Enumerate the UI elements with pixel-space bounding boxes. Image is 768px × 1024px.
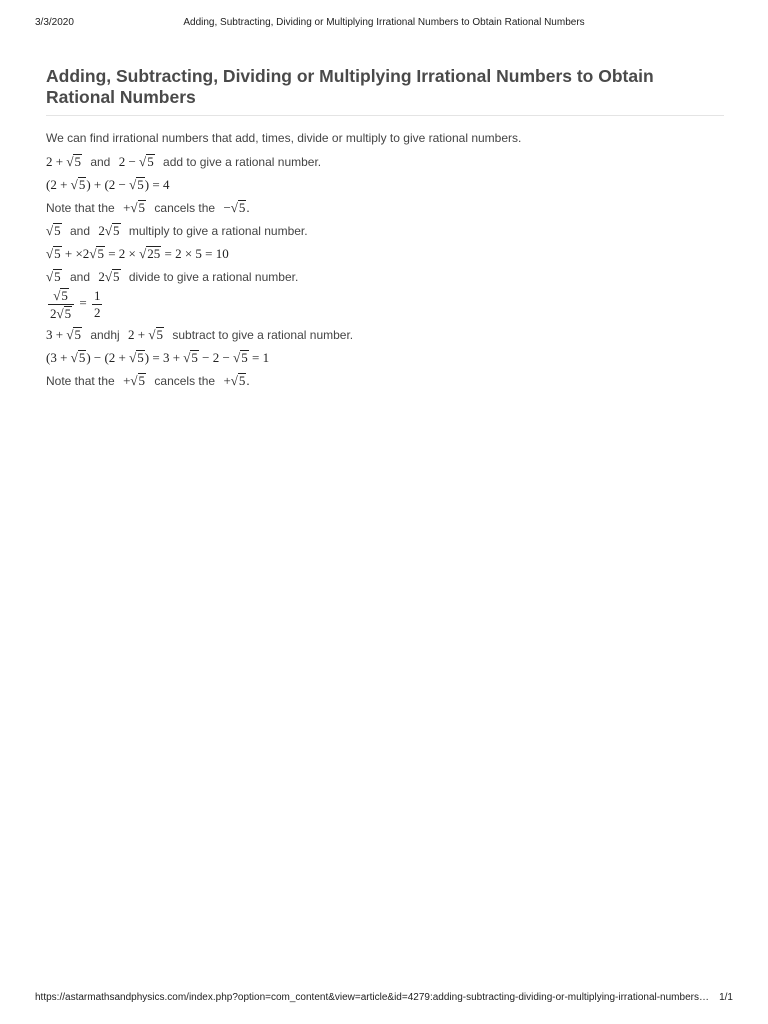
print-header — [35, 17, 733, 31]
line-multiply-equation — [46, 242, 724, 265]
expr-2-plus-root5: 2 + √5 — [46, 154, 81, 169]
word-and: and — [90, 155, 111, 169]
subtract-text: subtract to give a rational number. — [172, 328, 354, 342]
line-subtract-statement — [46, 323, 724, 346]
expr-2-plus-root5: 2 + √5 — [128, 327, 164, 342]
word-and: and — [69, 270, 91, 284]
equation-multiply: √5 + ×2√5 = 2 × √25 = 2 × 5 = 10 — [46, 246, 229, 261]
note-text: Note that the — [46, 374, 115, 388]
note-text: Note that the — [46, 201, 115, 215]
print-footer — [35, 992, 733, 1006]
expr-2-root5: 2√5 — [98, 223, 120, 238]
expr-3-plus-root5: 3 + √5 — [46, 327, 81, 342]
intro-line — [46, 127, 724, 150]
cancels-text: cancels the — [154, 201, 216, 215]
equation-add: (2 + √5) + (2 − √5) = 4 — [46, 177, 170, 192]
line-add-equation — [46, 173, 724, 196]
cancels-text: cancels the — [154, 374, 216, 388]
expr-plus-root5: +√5 — [123, 200, 146, 215]
line-note-2 — [46, 369, 724, 392]
expr-root5: √5 — [46, 223, 61, 238]
word-and: and — [69, 224, 91, 238]
expr-root5: √5 — [46, 269, 61, 284]
line-note-1 — [46, 196, 724, 219]
line-divide-statement — [46, 265, 724, 288]
line-multiply-statement — [46, 219, 724, 242]
page-number: 1/1 — [719, 992, 733, 1003]
expr-plus-root5: +√5. — [223, 373, 250, 388]
expr-minus-root5: −√5. — [223, 200, 250, 215]
line-divide-equation — [46, 288, 724, 323]
divide-text: divide to give a rational number. — [128, 270, 299, 284]
page-url: https://astarmathsandphysics.com/index.php?option=com_content&view=article&id=4279:adding-subtracting-dividing-or-multiplying-irrational-numbers… — [35, 992, 709, 1003]
article — [46, 66, 724, 392]
add-text: add to give a rational number. — [163, 155, 322, 169]
expr-plus-root5: +√5 — [123, 373, 146, 388]
expr-2-root5: 2√5 — [98, 269, 120, 284]
expr-2-minus-root5: 2 − √5 — [118, 154, 154, 169]
print-page-title: Adding, Subtracting, Dividing or Multiplying Irrational Numbers to Obtain Rational Numbers — [183, 17, 585, 28]
print-date: 3/3/2020 — [35, 17, 74, 28]
word-andhj: andhj — [90, 328, 120, 342]
line-add-statement — [46, 150, 724, 173]
intro-text: We can find irrational numbers that add, times, divide or multiply to give rational numbers. — [46, 131, 522, 145]
line-subtract-equation — [46, 346, 724, 369]
article-body — [46, 127, 724, 392]
article-title: Adding, Subtracting, Dividing or Multiplying Irrational Numbers to Obtain Rational Numbers — [46, 66, 724, 116]
equation-divide: $\frac{√5}{2√5}$ = $\frac{1}{2}$ — [50, 288, 101, 321]
multiply-text: multiply to give a rational number. — [128, 224, 308, 238]
equation-subtract: (3 + √5) − (2 + √5) = 3 + √5 − 2 − √5 = 1 — [46, 350, 270, 365]
